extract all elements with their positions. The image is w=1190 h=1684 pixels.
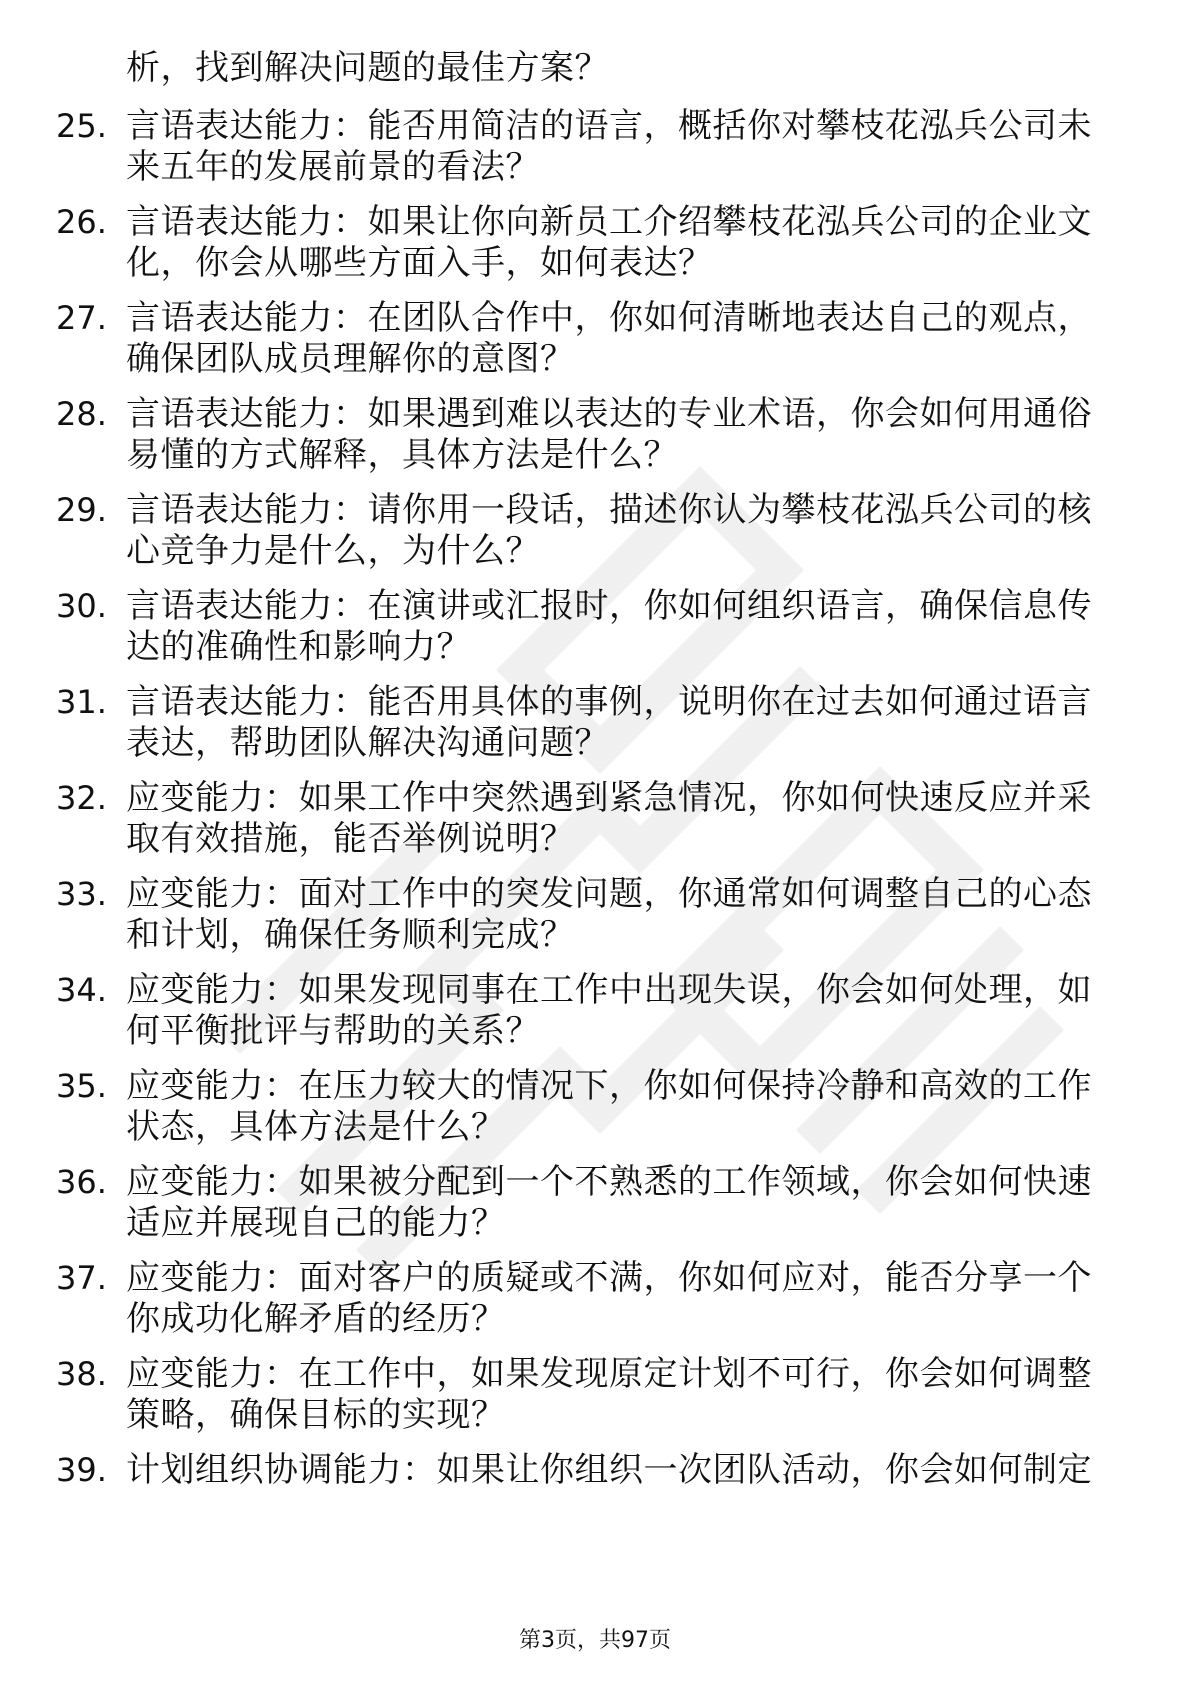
question-text-line: 计划组织协调能力：如果让你组织一次团队活动，你会如何制定 xyxy=(126,1450,1092,1490)
question-text-line: 应变能力：面对工作中的突发问题，你通常如何调整自己的心态 xyxy=(126,874,1092,914)
question-text-line: 何平衡批评与帮助的关系？ xyxy=(126,1011,540,1051)
question-text-line: 取有效措施，能否举例说明？ xyxy=(126,819,575,859)
question-number: 27. xyxy=(56,299,107,337)
question-text-line: 言语表达能力：如果遇到难以表达的专业术语，你会如何用通俗 xyxy=(126,394,1092,434)
question-text-line: 策略，确保目标的实现？ xyxy=(126,1395,506,1435)
question-text-line: 言语表达能力：在演讲或汇报时，你如何组织语言，确保信息传 xyxy=(126,586,1092,626)
question-number: 31. xyxy=(56,683,107,721)
question-text-line: 易懂的方式解释，具体方法是什么？ xyxy=(126,435,678,475)
question-text-line: 言语表达能力：如果让你向新员工介绍攀枝花泓兵公司的企业文 xyxy=(126,202,1092,242)
question-text-line: 确保团队成员理解你的意图？ xyxy=(126,339,575,379)
question-number: 30. xyxy=(56,587,107,625)
question-text-line: 来五年的发展前景的看法？ xyxy=(126,147,540,187)
question-text-line: 应变能力：在压力较大的情况下，你如何保持冷静和高效的工作 xyxy=(126,1066,1092,1106)
question-number: 28. xyxy=(56,395,107,433)
question-text-line: 应变能力：在工作中，如果发现原定计划不可行，你会如何调整 xyxy=(126,1354,1092,1394)
page-number-footer: 第3页，共97页 xyxy=(519,1628,671,1653)
question-text-line: 状态，具体方法是什么？ xyxy=(126,1107,506,1147)
question-number: 26. xyxy=(56,203,107,241)
question-text-line: 心竞争力是什么，为什么？ xyxy=(126,531,540,571)
question-text-line: 应变能力：面对客户的质疑或不满，你如何应对，能否分享一个 xyxy=(126,1258,1092,1298)
question-text-line: 达的准确性和影响力？ xyxy=(126,627,471,667)
question-text-line: 应变能力：如果发现同事在工作中出现失误，你会如何处理，如 xyxy=(126,970,1092,1010)
intro-continuation-line: 析，找到解决问题的最佳方案？ xyxy=(126,48,609,88)
question-text-line: 表达，帮助团队解决沟通问题？ xyxy=(126,723,609,763)
question-text-line: 言语表达能力：能否用具体的事例，说明你在过去如何通过语言 xyxy=(126,682,1092,722)
question-text-line: 言语表达能力：能否用简洁的语言，概括你对攀枝花泓兵公司未 xyxy=(126,106,1092,146)
question-number: 25. xyxy=(56,107,107,145)
question-text-line: 适应并展现自己的能力？ xyxy=(126,1203,506,1243)
question-number: 39. xyxy=(56,1451,107,1489)
question-text-line: 言语表达能力：在团队合作中，你如何清晰地表达自己的观点， xyxy=(126,298,1092,338)
question-text-line: 化，你会从哪些方面入手，如何表达？ xyxy=(126,243,713,283)
question-number: 38. xyxy=(56,1355,107,1393)
question-number: 29. xyxy=(56,491,107,529)
question-text-line: 你成功化解矛盾的经历？ xyxy=(126,1299,506,1339)
question-number: 32. xyxy=(56,779,107,817)
question-text-line: 和计划，确保任务顺利完成？ xyxy=(126,915,575,955)
question-number: 33. xyxy=(56,875,107,913)
question-text-line: 言语表达能力：请你用一段话，描述你认为攀枝花泓兵公司的核 xyxy=(126,490,1092,530)
question-number: 34. xyxy=(56,971,107,1009)
question-number: 37. xyxy=(56,1259,107,1297)
question-number: 36. xyxy=(56,1163,107,1201)
question-number: 35. xyxy=(56,1067,107,1105)
question-text-line: 应变能力：如果工作中突然遇到紧急情况，你如何快速反应并采 xyxy=(126,778,1092,818)
question-text-line: 应变能力：如果被分配到一个不熟悉的工作领域，你会如何快速 xyxy=(126,1162,1092,1202)
